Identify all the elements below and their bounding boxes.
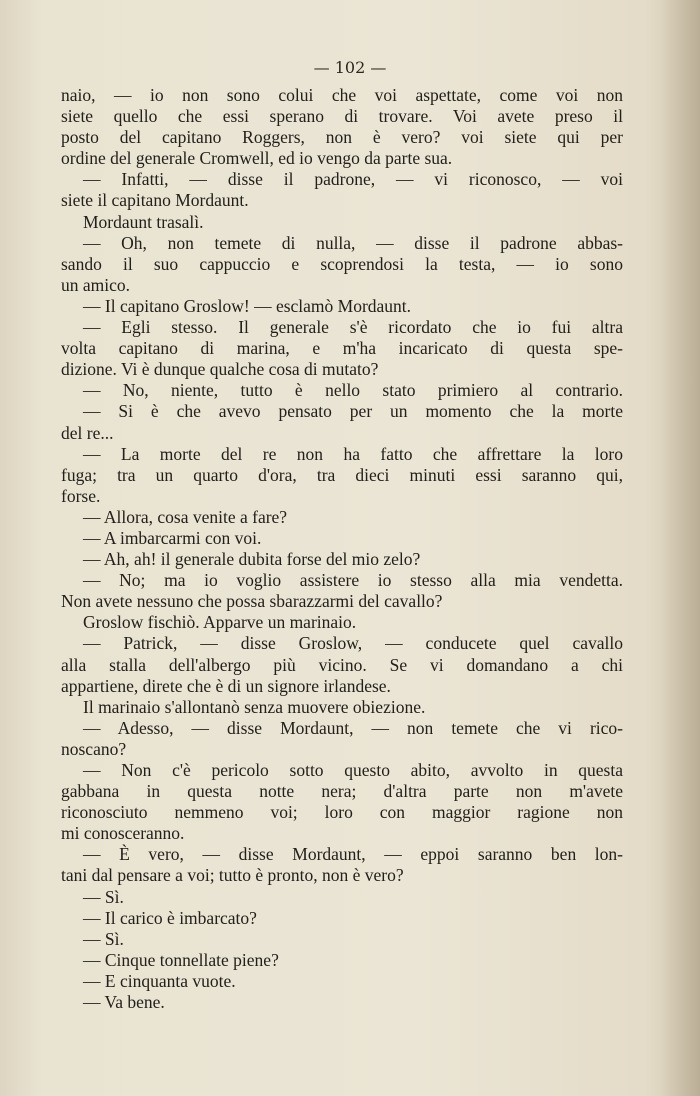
text-line: — Allora, cosa venite a fare? (83, 506, 288, 527)
text-line: mi conosceranno. (61, 823, 185, 844)
text-line: siete quello che essi sperano di trovare. Voi avete preso il (61, 106, 623, 127)
text-line: un amico. (61, 274, 131, 295)
text-line: — Il carico è imbarcato? (83, 907, 257, 928)
text-line: — Si è che avevo pensato per un momento che la morte (83, 401, 623, 422)
text-line: siete il capitano Mordaunt. (61, 190, 249, 211)
text-line: fuga; tra un quarto d'ora, tra dieci minuti essi saranno qui, (61, 464, 623, 485)
text-line: appartiene, direte che è di un signore irlandese. (61, 675, 391, 696)
text-line: Il marinaio s'allontanò senza muovere obiezione. (83, 696, 426, 717)
text-line: — Sì. (83, 886, 124, 907)
text-line: — No, niente, tutto è nello stato primiero al contrario. (83, 380, 623, 401)
text-line: Non avete nessuno che possa sbarazzarmi del cavallo? (61, 591, 443, 612)
text-line: — Non c'è pericolo sotto questo abito, avvolto in questa (83, 760, 623, 780)
text-line: — Patrick, — disse Groslow, — conducete quel cavallo (83, 633, 623, 654)
text-line: — Infatti, — disse il padrone, — vi riconosco, — voi (83, 169, 623, 190)
text-line: — No; ma io voglio assistere io stesso alla mia vendetta. (83, 570, 623, 591)
text-line: noscano? (61, 738, 127, 759)
text-line: — Sì. (83, 928, 124, 949)
text-line: — È vero, — disse Mordaunt, — eppoi saranno ben lon- (83, 844, 623, 865)
text-line: volta capitano di marina, e m'ha incaricato di questa spe- (61, 338, 623, 359)
text-line: Mordaunt trasalì. (83, 211, 204, 232)
text-line: — Oh, non temete di nulla, — disse il padrone abbas- (83, 232, 623, 253)
text-line: ordine del generale Cromwell, ed io vengo da parte sua. (61, 148, 453, 169)
text-line: sando il suo cappuccio e scoprendosi la testa, — io sono (61, 253, 623, 274)
text-line: — E cinquanta vuote. (83, 970, 236, 991)
text-line: gabbana in questa notte nera; d'altra parte non m'avete (61, 781, 623, 802)
page-number: — 102 — (313, 58, 387, 77)
text-line: posto del capitano Roggers, non è vero? voi siete qui per (61, 127, 623, 148)
text-line: — Il capitano Groslow! — esclamò Mordaunt. (83, 295, 412, 316)
text-line: — Cinque tonnellate piene? (83, 949, 279, 970)
text-line: dizione. Vi è dunque qualche cosa di mutato? (61, 359, 379, 380)
text-line: — Ah, ah! il generale dubita forse del mio zelo? (83, 549, 421, 570)
body-text (61, 85, 623, 1013)
text-line: — Va bene. (83, 992, 165, 1013)
text-line: — Adesso, — disse Mordaunt, — non temete che vi rico- (83, 717, 623, 738)
text-line: — A imbarcarmi con voi. (83, 527, 262, 548)
text-line: — Egli stesso. Il generale s'è ricordato che io fui altra (83, 317, 623, 338)
text-line: — La morte del re non ha fatto che affrettare la loro (83, 443, 623, 464)
text-line: tani dal pensare a voi; tutto è pronto, non è vero? (61, 865, 404, 886)
text-line: del re... (61, 422, 114, 443)
text-line: riconosciuto nemmeno voi; loro con maggior ragione non (61, 802, 623, 823)
text-line: naio, — io non sono colui che voi aspettate, come voi non (61, 85, 623, 105)
text-line: Groslow fischiò. Apparve un marinaio. (83, 612, 357, 633)
text-line: forse. (61, 485, 101, 506)
text-line: alla stalla dell'albergo più vicino. Se vi domandano a chi (61, 654, 623, 675)
